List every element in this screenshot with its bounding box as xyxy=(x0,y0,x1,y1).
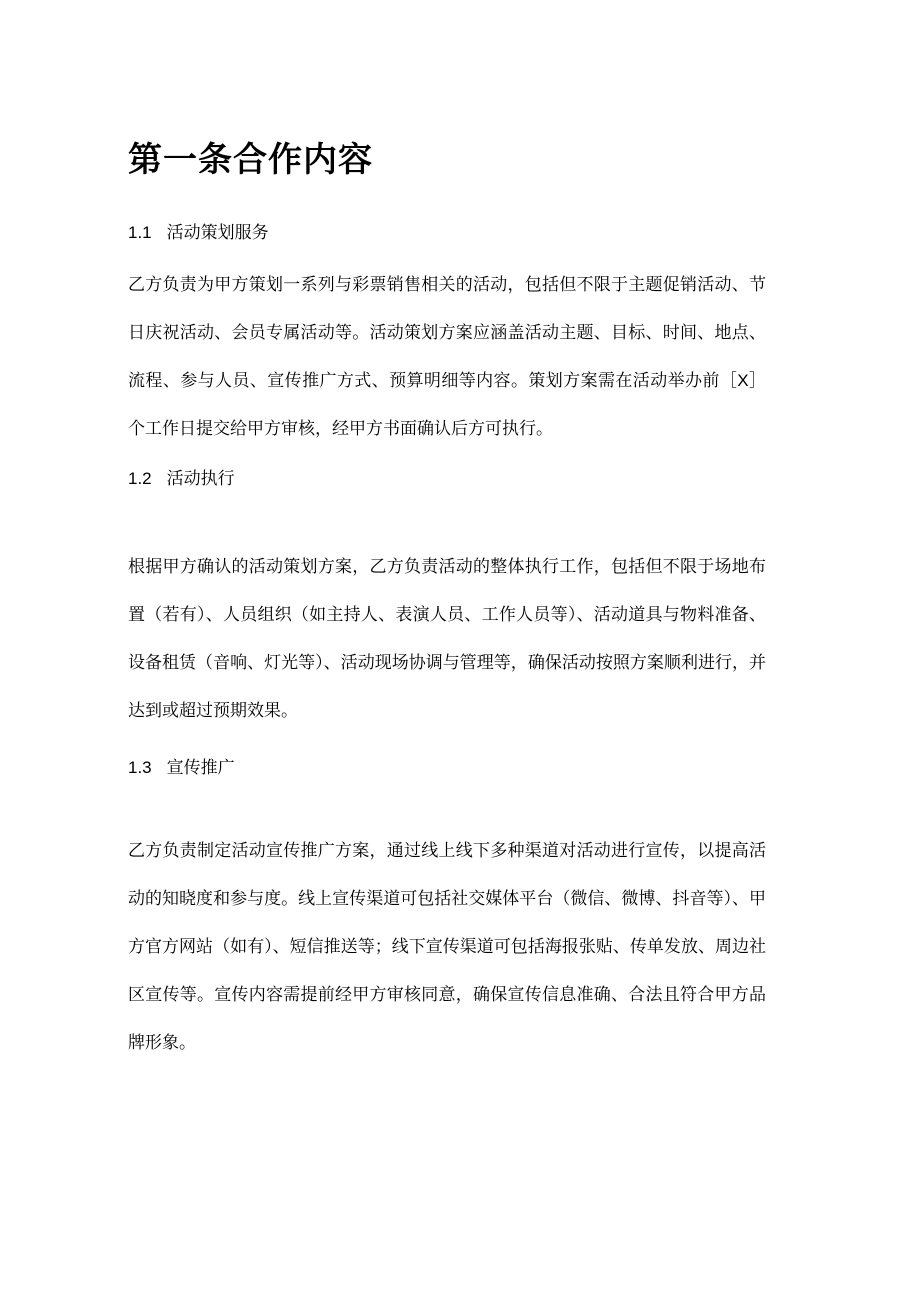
section-1-1-number: 1.1 xyxy=(128,223,152,242)
section-activity-execution xyxy=(128,468,766,735)
section-1-3-body: 乙方负责制定活动宣传推广方案，通过线上线下多种渠道对活动进行宣传，以提高活动的知晓度和参与度。线上宣传渠道可包括社交媒体平台（微信、微博、抖音等）、甲方官方网站（如有）、短信推送等；线下宣传渠道可包括海报张贴、传单发放、周边社区宣传等。宣传内容需提前经甲方审核同意，确保宣传信息准确、合法且符合甲方品牌形象。 xyxy=(128,841,766,1052)
section-1-1-heading xyxy=(128,222,766,244)
section-1-1-title: 活动策划服务 xyxy=(166,223,269,242)
article-title: 第一条合作内容 xyxy=(128,141,373,179)
section-1-2-number: 1.2 xyxy=(128,469,152,488)
section-1-2-title: 活动执行 xyxy=(166,469,235,488)
section-activity-planning xyxy=(128,222,766,453)
section-1-3-number: 1.3 xyxy=(128,758,152,777)
section-1-3-heading xyxy=(128,757,766,779)
section-1-2-body: 根据甲方确认的活动策划方案，乙方负责活动的整体执行工作，包括但不限于场地布置（若有）、人员组织（如主持人、表演人员、工作人员等）、活动道具与物料准备、设备租赁（音响、灯光等）、活动现场协调与管理等，确保活动按照方案顺利进行，并达到或超过预期效果。 xyxy=(128,557,766,720)
section-1-1-body: 乙方负责为甲方策划一系列与彩票销售相关的活动，包括但不限于主题促销活动、节日庆祝活动、会员专属活动等。活动策划方案应涵盖活动主题、目标、时间、地点、流程、参与人员、宣传推广方式、预算明细等内容。策划方案需在活动举办前［X］个工作日提交给甲方审核，经甲方书面确认后方可执行。 xyxy=(128,275,766,438)
section-1-3-title: 宣传推广 xyxy=(166,758,235,777)
section-1-2-heading xyxy=(128,468,766,490)
section-promotion xyxy=(128,757,766,1067)
